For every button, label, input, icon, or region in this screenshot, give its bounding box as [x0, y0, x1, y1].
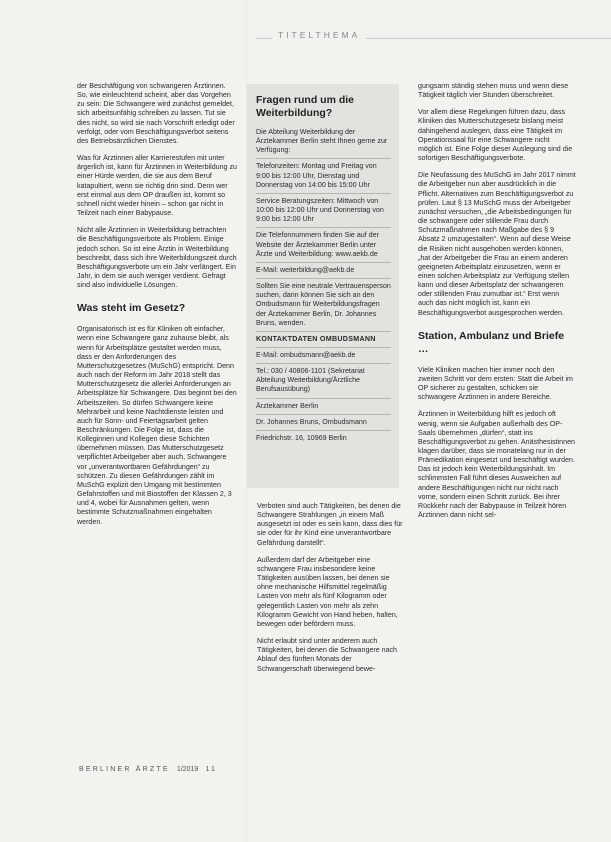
contact-phone: Tel.: 030 / 40806-1101 (Sekretariat Abteilung Weiterbildung/Ärztliche Berufsausübung)	[256, 367, 365, 394]
ombudsman-note: Sollten Sie eine neutrale Vertrauensperson suchen, dann können Sie sich an den Ombudsmann für Weiterbildungsfragen der Ärztekammer Berlin, Dr. Johannes Bruns, wenden.	[256, 282, 391, 327]
divider	[256, 331, 391, 332]
paragraph: Nicht erlaubt sind unter anderem auch Tätigkeiten, bei denen die Schwangere nach Ablauf des fünften Monats der Schwangerschaft überwiegend bewe-	[257, 637, 398, 673]
divider	[256, 398, 391, 399]
divider	[256, 193, 391, 194]
phone-hours: Telefonzeiten: Montag und Freitag von 9:00 bis 12:00 Uhr, Dienstag und Donnerstag von 14:00 bis 15:00 Uhr	[256, 162, 377, 189]
footer-issue: 1/2019	[176, 766, 199, 773]
paragraph: Die Neufassung des MuSchG im Jahr 2017 nimmt die Arbeitgeber nun aber ausdrücklich in die Pflicht. Alternativen zum Beschäftigungsverbot zu prüfen. Laut § 13 MuSchG muss der Arbeitgeber zunächst versuchen, „die Arbeitsbedingungen für die schwangere oder stillende Frau durch Schutzmaßnahmen nach Maßgabe des § 9 Absatz 2 umzugestalten“. Wenn auf diese Weise die Risiken nicht ausgehoben werden können, „hat der Arbeitgeber die Frau an einem anderen geeigneten Arbeitsplatz einzusetzen, wenn er einen solchen Arbeitsplatz zur Verfügung stellen kann und dieser Arbeitsplatz der schwangeren oder stillenden Frau zumutbar ist.“ Erst wenn auch das nicht möglich ist, kann ein Beschäftigungsverbot ausgesprochen werden.	[418, 171, 576, 317]
paragraph: Was für Ärztinnen aller Karrierestufen mit unter ärgerlich ist, kann für Ärztinnen in Weiterbildung zu einer Hürde werden, die sie aus dem Beruf katapultiert, wenn sie richtig drin sind. Denn wer erst einmal aus dem OP draußen ist, kommt so schnell nicht wieder hinein – schon gar nicht in Teilzeit nach einer Babypause.	[77, 154, 237, 218]
column-right	[418, 82, 576, 528]
contact-name: Dr. Johannes Bruns, Ombudsmann	[256, 417, 367, 426]
email-link[interactable]: E-Mail: weiterbildung@aekb.de	[256, 265, 355, 274]
column-middle	[257, 502, 407, 682]
paragraph: Organisatorisch ist es für Kliniken oft einfacher, wenn eine Schwangere ganz zuhause bleibt, als wenn für Arbeitsplätze gestaltet werden muss, dass er den Anforderungen des Mutterschutzgesetzes (MuSchG) entspricht. Denn auch nach der Reform im Jahr 2018 stellt das Mutterschutzgesetz die allerlei Anforderungen an Arbeitsplätze für Schwangere. Das beginnt bei den Arbeitszeiten. So dürfen Schwangere keine Mehrarbeit und keine Nachtdienste leisten und auch für Sonn- und Feiertagsarbeit gelten Beschränkungen. Die Folge ist, dass die Kolleginnen und Kollegen diese Schichten übernehmen müssen. Das Mutterschutzgesetz verpflichtet Arbeitgeber aber auch, Schwangere vor „unverantwortbaren Gefährdungen“ zu schützen. Zu diesen Gefährdungen zählt im MuSchG explizit den Umgang mit bestimmten Gefahrstoffen und mit Biostoffen der Klassen 2, 3 und 4, wobei für Ausnahmen gelten, wenn bestimmte Schutzmaßnahmen eingehalten werden.	[77, 325, 237, 526]
info-box-intro: Die Abteilung Weiterbildung der Ärztekammer Berlin steht Ihnen gerne zur Verfügung:	[256, 128, 388, 155]
paragraph: Verboten sind auch Tätigkeiten, bei denen die Schwangere Strahlungen „in einem Maß ausgesetzt ist oder es sein kann, dass dies für sie oder für ihr Kind eine unverantwortbare Gefährdung darstellt“.	[257, 502, 403, 547]
divider	[256, 363, 391, 364]
divider	[256, 262, 391, 263]
info-box-title: Fragen rund um die Weiterbildung?	[256, 94, 355, 119]
paragraph: Nicht alle Ärztinnen in Weiterbildung betrachten die Beschäftigungsverbote als Problem. Einige jedoch schon. So ist eine Ärztin in Weiterbildung beschreibt, dass sich ihre Weiterbildungszeit durch Beschäftigungsverbote um ein Jahr verlängert. Ein Jahr, in dem sie auch weniger verdient. Gefragt sind also individuelle Lösungen.	[77, 226, 237, 290]
paragraph: Vor allem diese Regelungen führen dazu, dass Kliniken das Mutterschutzgesetz bislang meist dahingehend auslegen, dass eine Tätigkeit im Operationssaal für eine Schwangere nicht möglich ist. Eine Folge dieser Auslegung sind die sofortigen Beschäftigungsverbote.	[418, 108, 573, 163]
phone-numbers-note: Die Telefonnummern finden Sie auf der Website der Ärztekammer Berlin unter Ärzte und Weiterbildung: www.aekb.de	[256, 231, 379, 258]
section-header: TITELTHEMA	[272, 30, 366, 40]
paragraph: Außerdem darf der Arbeitgeber eine schwangere Frau insbesondere keine Tätigkeiten ausüben lassen, bei denen sie ohne mechanische Hilfsmittel regelmäßig Lasten von mehr als fünf Kilogramm oder gelegentlich Lasten von mehr als zehn Kilogramm Gewicht von Hand heben, halten, bewegen oder befördern muss.	[257, 555, 398, 628]
paragraph: Ärztinnen in Weiterbildung hilft es jedoch oft wenig, wenn sie Aufgaben außerhalb des OP-Saals übernehmen „dürfen“, statt ins Beschäftigungsverbot zu gehen. Anästhesistinnen klagen darüber, dass sie monatelang nur in der Prämedikation eingesetzt und beschäftigt wurden. Das ist jedoch kein Weiterbildungsinhalt. Im schlimmsten Fall führt dieses Ausweichen auf andere Beschäftigungen nicht nur nicht nach vorne, sondern einen Schritt zurück. Bei ihrer Rückkehr nach der Babypause in Teilzeit hören Ärztinnen dann nicht sel-	[418, 410, 575, 520]
contact-organization: Ärztekammer Berlin	[256, 401, 319, 410]
contact-email[interactable]: E-Mail: ombudsmann@aekb.de	[256, 350, 356, 359]
divider	[256, 414, 391, 415]
page-number: 11	[205, 766, 218, 773]
divider	[256, 158, 391, 159]
divider	[256, 227, 391, 228]
subheading-station: Station, Ambulanz und Briefe …	[418, 329, 565, 355]
service-hours: Service Beratungszeiten: Mittwoch von 10:00 bis 12:00 Uhr und Donnerstag von 9:00 bis 12:00 Uhr	[256, 196, 384, 224]
divider	[256, 278, 391, 279]
contact-heading: KONTAKTDATEN OMBUDSMANN	[256, 334, 376, 343]
paragraph: gungsarm ständig stehen muss und wenn diese Tätigkeit täglich vier Stunden überschreitet.	[418, 82, 569, 100]
column-left	[77, 82, 237, 535]
divider	[256, 347, 391, 348]
info-box	[247, 84, 399, 488]
subheading-law: Was steht im Gesetz?	[77, 302, 186, 315]
paragraph: Viele Kliniken machen hier immer noch den zweiten Schritt vor dem ersten: Statt die Arbeit im OP sicherer zu gestalten, schicken sie schwangere Ärztinnen in andere Bereiche.	[418, 365, 573, 402]
magazine-name: BERLINER ÄRZTE	[79, 766, 170, 773]
paragraph: der Beschäftigung von schwangeren Ärztinnen. So, wie einleuchtend scheint, aber das Vorgehen zu sein: Die Schwangere wird zunächst gemeldet, sich arbeitsunfähig schreiben zu lassen. Tut sie dies nicht, so wird sie nach Vorschrift erledigt oder verfolgt, oder vom Beschäftigungsverbot seitens des Betriebsärztlichen Dienstes.	[77, 82, 235, 145]
page-footer	[79, 766, 217, 773]
divider	[256, 430, 391, 431]
contact-address: Friedrichstr. 16, 10969 Berlin	[256, 433, 347, 442]
